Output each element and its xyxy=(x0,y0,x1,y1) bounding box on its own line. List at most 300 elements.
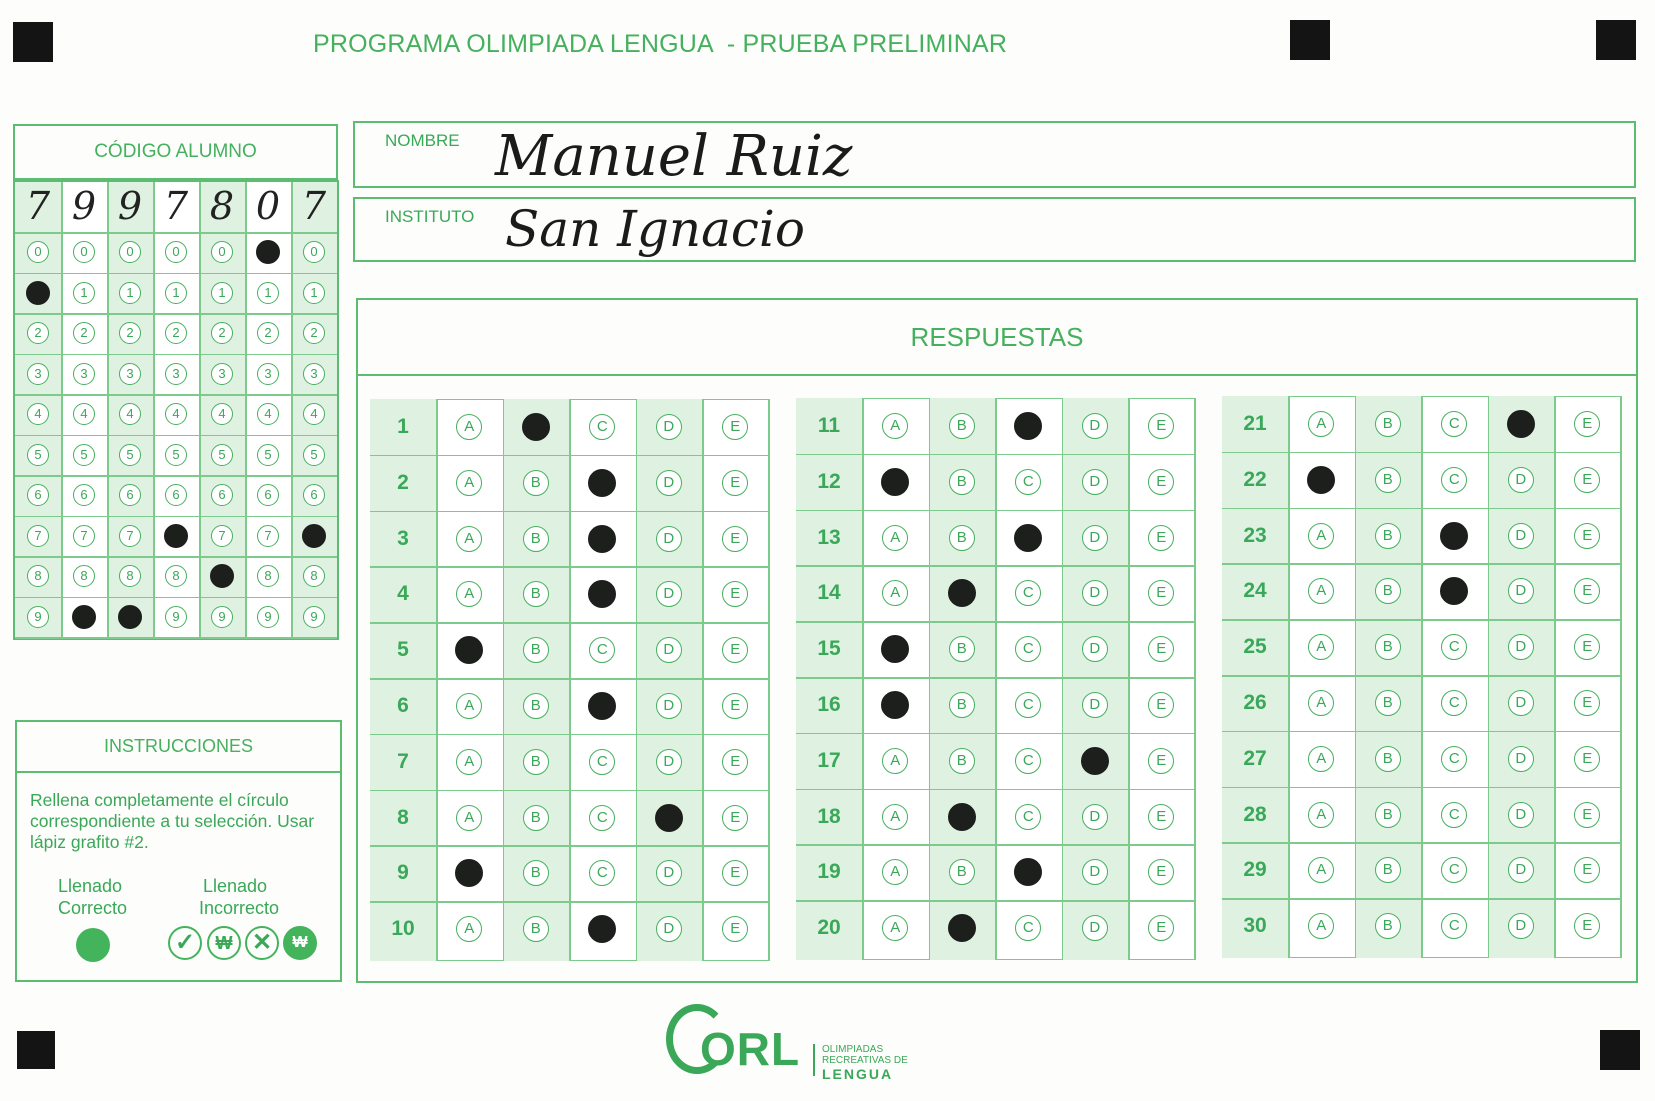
answer-bubble[interactable]: D xyxy=(1082,915,1108,941)
answer-bubble[interactable]: C xyxy=(589,414,615,440)
question-number: 4 xyxy=(397,582,409,606)
answer-bubble[interactable]: C xyxy=(589,860,615,886)
answer-bubble[interactable]: E xyxy=(722,749,748,775)
answer-bubble[interactable]: C xyxy=(589,637,615,663)
answer-bubble[interactable]: D xyxy=(1508,578,1534,604)
question-number: 7 xyxy=(397,749,409,773)
answers-row-divider xyxy=(796,510,1195,512)
logo-mark: ORL xyxy=(700,1023,801,1075)
code-bubble[interactable]: 7 xyxy=(119,525,141,547)
code-bubble[interactable]: 9 xyxy=(211,606,233,628)
answer-bubble-filled[interactable] xyxy=(655,804,683,832)
answer-bubble[interactable]: D xyxy=(656,693,682,719)
code-bubble[interactable]: 2 xyxy=(257,322,279,344)
answer-bubble[interactable]: D xyxy=(656,581,682,607)
code-row-divider xyxy=(15,232,337,234)
code-bubble[interactable]: 4 xyxy=(73,403,95,425)
answers-column-divider xyxy=(1554,396,1556,958)
answer-bubble[interactable]: E xyxy=(1148,915,1174,941)
answer-bubble[interactable]: D xyxy=(1082,636,1108,662)
code-bubble[interactable]: 3 xyxy=(211,363,233,385)
answer-bubble[interactable]: E xyxy=(722,860,748,886)
correct-fill-example-icon xyxy=(76,928,110,962)
code-bubble[interactable]: 1 xyxy=(119,282,141,304)
code-bubble[interactable]: 0 xyxy=(303,241,325,263)
code-bubble[interactable]: 3 xyxy=(165,363,187,385)
instructions-divider xyxy=(15,771,342,773)
code-bubble[interactable]: 6 xyxy=(165,484,187,506)
answer-bubble-filled[interactable] xyxy=(881,691,909,719)
answers-row-divider xyxy=(1222,898,1621,900)
question-number: 3 xyxy=(397,526,409,550)
answer-bubble[interactable]: C xyxy=(1015,636,1041,662)
code-bubble[interactable]: 1 xyxy=(303,282,325,304)
answer-bubble[interactable]: E xyxy=(1574,411,1600,437)
answer-bubble[interactable]: E xyxy=(1148,804,1174,830)
answer-bubble[interactable]: C xyxy=(1015,580,1041,606)
answer-bubble[interactable]: B xyxy=(523,860,549,886)
answer-bubble[interactable]: A xyxy=(882,413,908,439)
answers-row-divider xyxy=(1222,563,1621,565)
code-bubble[interactable]: 9 xyxy=(165,606,187,628)
answer-bubble[interactable]: C xyxy=(589,749,615,775)
code-written-digit[interactable]: 7 xyxy=(301,184,327,228)
answer-bubble-filled[interactable] xyxy=(588,525,616,553)
instructions-text: Rellena completamente el círculo correspondiente a tu selección. Usar lápiz grafito #2. xyxy=(30,790,315,852)
answer-bubble[interactable]: B xyxy=(1375,467,1401,493)
code-written-digit[interactable]: 9 xyxy=(71,184,97,228)
code-bubble[interactable]: 2 xyxy=(165,322,187,344)
answer-bubble[interactable]: C xyxy=(1441,634,1467,660)
answer-bubble[interactable]: A xyxy=(1308,746,1334,772)
answer-bubble[interactable]: D xyxy=(1082,692,1108,718)
code-bubble[interactable]: 5 xyxy=(73,444,95,466)
code-written-digit[interactable]: 8 xyxy=(209,184,235,228)
question-number: 9 xyxy=(397,861,409,885)
answer-bubble[interactable]: D xyxy=(1082,859,1108,885)
code-bubble-filled[interactable] xyxy=(26,281,50,305)
answer-bubble-filled[interactable] xyxy=(588,469,616,497)
answer-bubble[interactable]: B xyxy=(1375,802,1401,828)
answer-bubble[interactable]: A xyxy=(456,526,482,552)
code-bubble[interactable]: 7 xyxy=(27,525,49,547)
answers-header-divider xyxy=(356,374,1638,376)
answers-column-divider xyxy=(636,399,638,961)
answer-bubble[interactable]: D xyxy=(1082,580,1108,606)
code-bubble[interactable]: 0 xyxy=(165,241,187,263)
code-bubble[interactable]: 0 xyxy=(73,241,95,263)
code-bubble[interactable]: 2 xyxy=(119,322,141,344)
answer-bubble[interactable]: B xyxy=(1375,746,1401,772)
answer-bubble[interactable]: D xyxy=(656,414,682,440)
answer-bubble[interactable]: B xyxy=(523,581,549,607)
answer-bubble[interactable]: B xyxy=(1375,523,1401,549)
answer-bubble[interactable]: B xyxy=(1375,411,1401,437)
answer-bubble[interactable]: D xyxy=(1082,804,1108,830)
answer-bubble[interactable]: D xyxy=(1508,857,1534,883)
answer-bubble[interactable]: B xyxy=(949,859,975,885)
code-bubble[interactable]: 5 xyxy=(119,444,141,466)
code-bubble[interactable]: 8 xyxy=(73,565,95,587)
answer-bubble-filled[interactable] xyxy=(588,692,616,720)
answer-bubble[interactable]: E xyxy=(722,916,748,942)
answers-row-divider xyxy=(370,622,769,624)
code-bubble[interactable]: 4 xyxy=(257,403,279,425)
answer-bubble[interactable]: E xyxy=(1574,690,1600,716)
answer-bubble[interactable]: D xyxy=(1508,690,1534,716)
answer-bubble[interactable]: A xyxy=(1308,411,1334,437)
answer-bubble[interactable]: B xyxy=(1375,913,1401,939)
answer-bubble[interactable]: B xyxy=(523,749,549,775)
answer-bubble[interactable]: C xyxy=(1441,411,1467,437)
answer-bubble[interactable]: A xyxy=(1308,913,1334,939)
answer-bubble-filled[interactable] xyxy=(1507,410,1535,438)
answer-bubble-filled[interactable] xyxy=(881,468,909,496)
answer-bubble[interactable]: D xyxy=(1082,469,1108,495)
answers-row-divider xyxy=(370,901,769,903)
answer-bubble[interactable]: C xyxy=(1441,913,1467,939)
name-value[interactable]: Manuel Ruiz xyxy=(495,124,853,189)
answer-bubble-filled[interactable] xyxy=(948,914,976,942)
answers-column-divider xyxy=(862,398,864,960)
answer-bubble[interactable]: B xyxy=(949,748,975,774)
answer-bubble[interactable]: A xyxy=(456,693,482,719)
answers-row-divider xyxy=(796,677,1195,679)
answer-bubble[interactable]: A xyxy=(882,915,908,941)
code-bubble[interactable]: 2 xyxy=(303,322,325,344)
code-bubble[interactable]: 4 xyxy=(211,403,233,425)
answer-bubble[interactable]: E xyxy=(1148,413,1174,439)
correct-label-line2: Correcto xyxy=(58,898,128,918)
answer-bubble[interactable]: C xyxy=(1441,746,1467,772)
answer-bubble[interactable]: B xyxy=(523,637,549,663)
code-row-divider xyxy=(15,556,337,558)
code-bubble[interactable]: 1 xyxy=(165,282,187,304)
answer-bubble[interactable]: D xyxy=(1508,746,1534,772)
answer-bubble[interactable]: D xyxy=(656,470,682,496)
answer-bubble[interactable]: E xyxy=(1148,580,1174,606)
question-number: 11 xyxy=(817,413,841,437)
code-bubble[interactable]: 3 xyxy=(27,363,49,385)
answers-row-divider xyxy=(1222,842,1621,844)
instructions-header: INSTRUCCIONES xyxy=(103,736,253,756)
code-bubble[interactable]: 5 xyxy=(165,444,187,466)
question-number: 26 xyxy=(1243,690,1267,714)
answers-column-divider xyxy=(1421,396,1423,958)
answer-bubble[interactable]: E xyxy=(722,805,748,831)
answer-bubble[interactable]: E xyxy=(1574,746,1600,772)
code-bubble[interactable]: 1 xyxy=(257,282,279,304)
answers-column-divider xyxy=(1288,396,1290,958)
answer-bubble[interactable]: C xyxy=(1441,802,1467,828)
code-bubble[interactable]: 0 xyxy=(27,241,49,263)
answers-row-divider xyxy=(1222,508,1621,510)
answer-bubble[interactable]: D xyxy=(1508,802,1534,828)
question-number: 23 xyxy=(1243,523,1267,547)
answers-column-divider xyxy=(929,398,931,960)
answer-bubble[interactable]: E xyxy=(1148,469,1174,495)
answer-bubble[interactable]: C xyxy=(1015,469,1041,495)
question-number: 20 xyxy=(817,916,841,940)
answer-bubble[interactable]: C xyxy=(1441,857,1467,883)
code-bubble[interactable]: 3 xyxy=(257,363,279,385)
answer-bubble[interactable]: E xyxy=(1574,523,1600,549)
code-bubble[interactable]: 6 xyxy=(211,484,233,506)
code-bubble[interactable]: 7 xyxy=(211,525,233,547)
answer-bubble[interactable]: E xyxy=(1574,913,1600,939)
question-number: 29 xyxy=(1243,858,1267,882)
answer-bubble[interactable]: A xyxy=(882,804,908,830)
code-bubble[interactable]: 6 xyxy=(73,484,95,506)
code-bubble[interactable]: 6 xyxy=(27,484,49,506)
answer-bubble[interactable]: B xyxy=(1375,578,1401,604)
answer-bubble[interactable]: B xyxy=(523,693,549,719)
code-bubble[interactable]: 0 xyxy=(211,241,233,263)
answer-bubble[interactable]: A xyxy=(882,580,908,606)
code-bubble[interactable]: 3 xyxy=(119,363,141,385)
code-bubble-filled[interactable] xyxy=(164,524,188,548)
answer-bubble[interactable]: A xyxy=(882,525,908,551)
answer-bubble[interactable]: D xyxy=(1082,525,1108,551)
answer-bubble[interactable]: C xyxy=(1015,692,1041,718)
answer-bubble[interactable]: C xyxy=(1441,690,1467,716)
answer-bubble[interactable]: B xyxy=(1375,857,1401,883)
registration-mark-top-right xyxy=(1596,20,1636,60)
answers-row-divider xyxy=(796,733,1195,735)
answer-bubble[interactable]: E xyxy=(1574,802,1600,828)
answer-bubble[interactable]: E xyxy=(1148,748,1174,774)
code-bubble[interactable]: 4 xyxy=(119,403,141,425)
question-number: 17 xyxy=(817,748,841,772)
answer-bubble[interactable]: A xyxy=(1308,857,1334,883)
answer-bubble[interactable]: E xyxy=(1574,467,1600,493)
answer-bubble[interactable]: B xyxy=(949,525,975,551)
answer-bubble[interactable]: A xyxy=(882,859,908,885)
code-bubble[interactable]: 8 xyxy=(303,565,325,587)
code-bubble[interactable]: 3 xyxy=(303,363,325,385)
answers-column-divider xyxy=(702,399,704,961)
code-bubble[interactable]: 4 xyxy=(303,403,325,425)
answers-column-divider xyxy=(436,399,438,961)
answer-bubble[interactable]: A xyxy=(456,916,482,942)
answer-bubble[interactable]: E xyxy=(722,637,748,663)
code-bubble[interactable]: 2 xyxy=(27,322,49,344)
institute-value[interactable]: San Ignacio xyxy=(505,200,806,258)
correct-label-line1: Llenado xyxy=(58,876,123,896)
answer-bubble[interactable]: E xyxy=(1574,578,1600,604)
code-bubble[interactable]: 8 xyxy=(257,565,279,587)
answer-bubble[interactable]: A xyxy=(1308,690,1334,716)
answer-bubble-filled[interactable] xyxy=(1440,522,1468,550)
question-number: 27 xyxy=(1243,746,1267,770)
answer-bubble[interactable]: C xyxy=(589,805,615,831)
answer-bubble[interactable]: B xyxy=(949,469,975,495)
answer-bubble[interactable]: D xyxy=(1508,913,1534,939)
code-bubble[interactable]: 5 xyxy=(303,444,325,466)
code-bubble[interactable]: 7 xyxy=(257,525,279,547)
code-bubble[interactable]: 9 xyxy=(27,606,49,628)
answer-bubble[interactable]: C xyxy=(1015,748,1041,774)
answer-bubble[interactable]: A xyxy=(882,748,908,774)
cross-fill-example-icon: ✕ xyxy=(245,926,279,960)
answer-bubble[interactable]: D xyxy=(656,526,682,552)
code-row-divider xyxy=(15,516,337,518)
answers-row-divider xyxy=(796,621,1195,623)
answer-bubble[interactable]: E xyxy=(1148,859,1174,885)
code-written-digit[interactable]: 7 xyxy=(163,184,189,228)
answers-column-divider xyxy=(569,399,571,961)
answer-bubble[interactable]: B xyxy=(1375,634,1401,660)
code-bubble[interactable]: 8 xyxy=(27,565,49,587)
code-bubble[interactable]: 0 xyxy=(119,241,141,263)
question-number: 19 xyxy=(817,860,841,884)
answer-bubble[interactable]: E xyxy=(1148,636,1174,662)
code-row-divider xyxy=(15,394,337,396)
answer-bubble-filled[interactable] xyxy=(522,413,550,441)
answers-row-divider xyxy=(796,454,1195,456)
answer-bubble[interactable]: E xyxy=(722,693,748,719)
code-bubble[interactable]: 6 xyxy=(257,484,279,506)
code-column-divider xyxy=(107,182,109,638)
code-bubble[interactable]: 2 xyxy=(73,322,95,344)
logo-line2: RECREATIVAS DE xyxy=(822,1055,908,1066)
answers-row-divider xyxy=(796,844,1195,846)
orl-logo xyxy=(660,1000,940,1090)
code-bubble[interactable]: 4 xyxy=(165,403,187,425)
answer-bubble[interactable]: A xyxy=(456,749,482,775)
checkmark-fill-example-icon: ✓ xyxy=(168,926,202,960)
answer-bubble[interactable]: A xyxy=(1308,578,1334,604)
answers-column-divider xyxy=(1621,396,1623,958)
code-bubble-filled[interactable] xyxy=(72,605,96,629)
answers-row-divider xyxy=(370,845,769,847)
answer-bubble[interactable]: B xyxy=(949,692,975,718)
code-bubble[interactable]: 1 xyxy=(211,282,233,304)
answer-bubble[interactable]: B xyxy=(523,916,549,942)
incorrect-label-line1: Llenado xyxy=(203,876,268,896)
answer-bubble[interactable]: A xyxy=(456,414,482,440)
answer-bubble[interactable]: A xyxy=(456,470,482,496)
answer-bubble[interactable]: E xyxy=(1148,525,1174,551)
answer-bubble[interactable]: A xyxy=(1308,802,1334,828)
answer-bubble[interactable]: A xyxy=(1308,634,1334,660)
answer-bubble[interactable]: B xyxy=(1375,690,1401,716)
code-bubble[interactable]: 5 xyxy=(27,444,49,466)
answer-bubble[interactable]: A xyxy=(456,805,482,831)
answer-bubble-filled[interactable] xyxy=(948,579,976,607)
answer-bubble[interactable]: D xyxy=(1508,523,1534,549)
code-bubble[interactable]: 9 xyxy=(257,606,279,628)
answer-bubble-filled[interactable] xyxy=(1307,466,1335,494)
code-row-divider xyxy=(15,313,337,315)
student-code-grid xyxy=(13,180,339,640)
answer-bubble[interactable]: A xyxy=(1308,523,1334,549)
answer-bubble[interactable]: B xyxy=(523,805,549,831)
answer-bubble[interactable]: D xyxy=(656,749,682,775)
answers-row-divider xyxy=(370,566,769,568)
code-bubble[interactable]: 2 xyxy=(211,322,233,344)
answer-bubble[interactable]: D xyxy=(656,916,682,942)
code-column-divider xyxy=(153,182,155,638)
code-written-digit[interactable]: 9 xyxy=(117,184,143,228)
answer-bubble-filled[interactable] xyxy=(948,803,976,831)
answer-bubble-filled[interactable] xyxy=(1014,412,1042,440)
answer-bubble[interactable]: D xyxy=(1082,413,1108,439)
answer-bubble[interactable]: E xyxy=(1148,692,1174,718)
registration-mark-bottom-right xyxy=(1600,1030,1640,1070)
answer-bubble[interactable]: D xyxy=(656,860,682,886)
logo-divider xyxy=(813,1044,815,1076)
answer-bubble[interactable]: E xyxy=(1574,857,1600,883)
answer-bubble[interactable]: B xyxy=(949,413,975,439)
answer-bubble[interactable]: D xyxy=(1508,634,1534,660)
answers-column-divider xyxy=(1062,398,1064,960)
logo-line1: OLIMPIADAS xyxy=(822,1044,884,1055)
answer-bubble[interactable]: B xyxy=(523,470,549,496)
code-bubble[interactable]: 5 xyxy=(257,444,279,466)
code-bubble[interactable]: 8 xyxy=(165,565,187,587)
code-column-divider xyxy=(199,182,201,638)
question-number: 8 xyxy=(397,805,409,829)
partial-fill-example-icon: ₩ xyxy=(283,926,317,960)
answer-bubble-filled[interactable] xyxy=(1081,747,1109,775)
answer-bubble[interactable]: C xyxy=(1441,467,1467,493)
answer-bubble[interactable]: E xyxy=(1574,634,1600,660)
answers-row-divider xyxy=(796,565,1195,567)
code-bubble[interactable]: 5 xyxy=(211,444,233,466)
answer-bubble[interactable]: C xyxy=(1015,915,1041,941)
answers-row-divider xyxy=(1222,452,1621,454)
answer-bubble[interactable]: E xyxy=(722,526,748,552)
answer-bubble[interactable]: C xyxy=(1015,804,1041,830)
answers-column-divider xyxy=(1128,398,1130,960)
answer-bubble-filled[interactable] xyxy=(1014,524,1042,552)
code-bubble-filled[interactable] xyxy=(302,524,326,548)
answers-column-divider xyxy=(503,399,505,961)
question-number: 18 xyxy=(817,804,841,828)
answer-bubble[interactable]: D xyxy=(656,637,682,663)
code-bubble-filled[interactable] xyxy=(118,605,142,629)
code-bubble-filled[interactable] xyxy=(256,240,280,264)
question-number: 28 xyxy=(1243,802,1267,826)
question-number: 6 xyxy=(397,693,409,717)
question-number: 24 xyxy=(1243,579,1267,603)
question-number: 13 xyxy=(817,525,841,549)
answers-column-divider xyxy=(1355,396,1357,958)
registration-mark-top-middle xyxy=(1290,20,1330,60)
answer-bubble[interactable]: D xyxy=(1508,467,1534,493)
code-bubble[interactable]: 8 xyxy=(119,565,141,587)
code-bubble[interactable]: 1 xyxy=(73,282,95,304)
answer-bubble[interactable]: B xyxy=(949,636,975,662)
code-bubble[interactable]: 6 xyxy=(119,484,141,506)
code-bubble[interactable]: 4 xyxy=(27,403,49,425)
answer-bubble[interactable]: A xyxy=(456,581,482,607)
code-bubble[interactable]: 3 xyxy=(73,363,95,385)
code-bubble[interactable]: 6 xyxy=(303,484,325,506)
answer-bubble[interactable]: E xyxy=(722,470,748,496)
answers-column-divider xyxy=(769,399,771,961)
answers-row-divider xyxy=(1222,619,1621,621)
answer-bubble[interactable]: E xyxy=(722,414,748,440)
code-bubble[interactable]: 9 xyxy=(303,606,325,628)
code-written-digit[interactable]: 7 xyxy=(25,184,51,228)
answer-bubble[interactable]: E xyxy=(722,581,748,607)
answer-bubble[interactable]: B xyxy=(523,526,549,552)
answers-row-divider xyxy=(796,900,1195,902)
code-bubble[interactable]: 7 xyxy=(73,525,95,547)
code-written-digit[interactable]: 0 xyxy=(255,184,281,228)
